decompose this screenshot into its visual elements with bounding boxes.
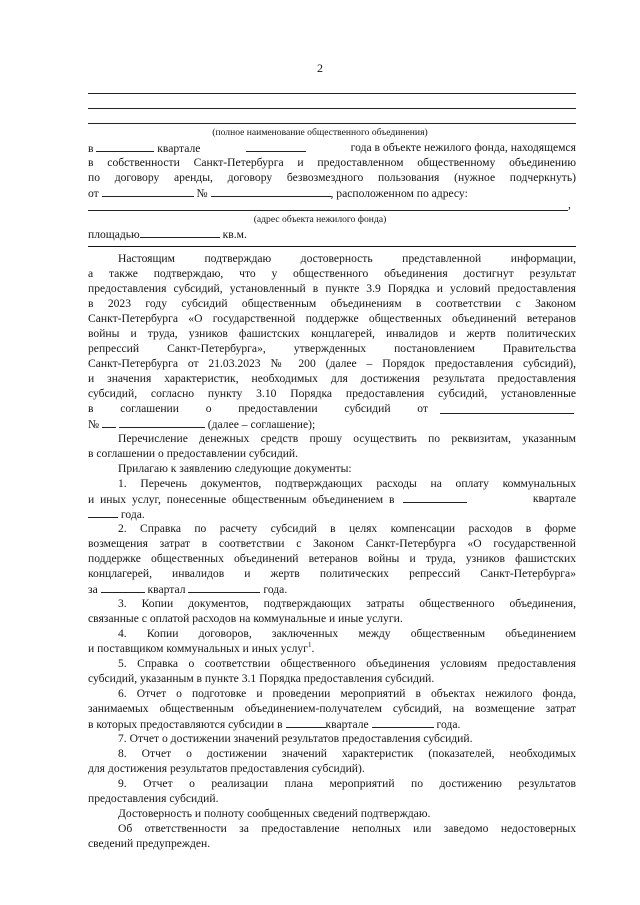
item6-text: в которых предоставляются субсидии в <box>88 718 283 731</box>
p1-line: предоставления субсидий, установленный в пункте 3.9 Порядка и условий предоставления <box>88 282 576 295</box>
item1-quarter-label: квартале <box>532 492 576 505</box>
page-number: 2 <box>317 61 323 75</box>
p1-line-agreement-number <box>88 417 576 433</box>
org-name-line-2 <box>88 108 576 109</box>
attachment-item-6-end <box>88 717 576 733</box>
attachment-item-7: 7. Отчет о достижении значений результатов предоставления субсидий. <box>118 732 473 745</box>
liability-statement: Об ответственности за предоставление неполных или заведомо недостоверных <box>118 822 576 835</box>
number-label: № <box>196 187 208 200</box>
agreement-number-blank-1 <box>102 417 116 428</box>
org-name-line-1 <box>88 93 576 94</box>
header-line-from <box>88 186 576 202</box>
section-divider <box>88 246 576 247</box>
item1-quarter-blank <box>403 492 467 503</box>
attachment-item-4: 4. Копии договоров, заключенных между общественным объединением <box>118 627 576 640</box>
from-label: от <box>88 187 99 200</box>
attachment-item-1: 1. Перечень документов, подтверждающих расходы на оплату коммунальных <box>118 477 576 490</box>
attachment-item-6-cont: занимаемых общественным объединением-получателем субсидий, на возмещение затрат <box>88 702 576 715</box>
p1-line: Настоящим подтверждаю достоверность представленной информации, <box>118 252 576 265</box>
contract-date-blank <box>102 186 194 197</box>
p1-line: субсидий, согласно пункту 3.10 Порядка предоставления субсидий, установленные <box>88 387 576 400</box>
liability-statement-cont: сведений предупрежден. <box>88 837 211 850</box>
attachment-item-9-cont: предоставления субсидий. <box>88 792 219 805</box>
attachment-item-2-cont: возмещения затрат в соответствии с Законом Санкт-Петербурга «О государственной <box>88 537 576 550</box>
item2-quarter-blank <box>101 582 145 593</box>
attachment-item-1-cont <box>88 492 576 508</box>
attachment-item-3: 3. Копии документов, подтверждающих затраты общественного объединения, <box>118 597 576 610</box>
item6-quarter-blank <box>286 717 326 728</box>
agreement-number-label: № <box>88 418 100 431</box>
p1-line: войны и труда, узников фашистских концлагерей, инвалидов и жертв политических <box>88 327 576 340</box>
item2-for-label: за <box>88 583 98 596</box>
area-line <box>88 227 576 243</box>
agreement-number-blank-2 <box>119 417 205 428</box>
quarter-suffix: года в объекте нежилого фонда, находящемся <box>350 141 576 154</box>
address-caption: (адрес объекта нежилого фонда) <box>253 214 387 225</box>
attachment-item-2: 2. Справка по расчету субсидий в целях компенсации расходов в форме <box>118 522 576 535</box>
p1-line: а также подтверждаю, что у общественного объединения достигнут результат <box>88 267 576 280</box>
item4-text: и поставщиком коммунальных и иных услуг <box>88 642 308 655</box>
attachment-item-5: 5. Справка о соответствии общественного объединения условиям предоставления <box>118 657 576 670</box>
item6-quarter-label: квартале <box>325 718 369 731</box>
p1-line: репрессий Санкт-Петербурга», утвержденных постановлением Правительства <box>88 342 576 355</box>
area-unit: кв.м. <box>222 228 247 241</box>
area-blank <box>140 227 220 238</box>
quarter-blank <box>96 141 154 152</box>
item1-text: и иных услуг, понесенные общественным объединением в <box>88 493 395 506</box>
item1-year-blank <box>88 507 118 518</box>
p1-line: Санкт-Петербурга от 21.03.2023 № 200 (далее – Порядок предоставления субсидий), <box>88 357 576 370</box>
item2-year-label: года. <box>263 583 288 596</box>
confirmation-statement: Достоверность и полноту сообщенных сведений подтверждаю. <box>118 807 431 820</box>
attachment-item-5-cont: субсидий, указанным в пункте 3.1 Порядка предоставления субсидий. <box>88 672 435 685</box>
item6-year-label: года. <box>436 718 461 731</box>
agreement-date-blank <box>440 413 574 414</box>
attachment-item-8: 8. Отчет о достижении значений характеристик (показателей, необходимых <box>118 747 576 760</box>
quarter-prefix: в <box>88 142 94 155</box>
address-line <box>88 210 568 211</box>
item2-year-blank <box>188 582 260 593</box>
attachment-item-2-cont: концлагерей, инвалидов и жертв политических репрессий Санкт-Петербурга» <box>88 567 576 580</box>
quarter-label: квартале <box>157 142 201 155</box>
p1-line: в соглашении о предоставлении субсидий от <box>88 402 428 415</box>
item6-year-blank <box>372 717 434 728</box>
attachment-item-6: 6. Отчет о подготовке и проведении мероприятий в объектах нежилого фонда, <box>118 687 576 700</box>
attachment-item-9: 9. Отчет о реализации плана мероприятий по достижению результатов <box>118 777 576 790</box>
year-blank <box>246 141 306 152</box>
p1-line: в 2023 году субсидий общественным объединениям в соответствии с Законом <box>88 297 576 310</box>
item1-year-label: года. <box>120 508 145 521</box>
attachment-item-4-cont <box>88 642 576 657</box>
header-line-contract: по договору аренды, договору безвозмездного пользования (нужное подчеркнуть) <box>88 171 576 184</box>
item4-end: . <box>311 642 315 655</box>
attachment-item-8-cont: для достижения результатов предоставления субсидий). <box>88 762 365 775</box>
item2-quarter-label: квартал <box>147 583 186 596</box>
agreement-note: (далее – соглашение); <box>207 418 316 431</box>
address-line-comma: , <box>568 198 571 211</box>
contract-number-blank <box>211 186 331 197</box>
p1-line: и значения характеристик, необходимых для достижения результата предоставления <box>88 372 576 385</box>
attachments-intro: Прилагаю к заявлению следующие документы: <box>118 462 352 475</box>
area-label: площадью <box>88 228 140 241</box>
org-name-caption: (полное наименование общественного объединения) <box>212 127 428 138</box>
attachment-item-2-cont: поддержке общественных объединений ветеранов войны и труда, узников фашистских <box>88 552 576 565</box>
payment-paragraph-cont: в соглашении о предоставлении субсидий. <box>88 447 299 460</box>
header-line-ownership: в собственности Санкт-Петербурга и предоставленном общественному объединению <box>88 156 576 169</box>
header-line-quarter <box>88 141 576 157</box>
payment-paragraph: Перечисление денежных средств прошу осуществить по реквизитам, указанным <box>118 432 576 445</box>
org-name-line-3 <box>88 123 576 124</box>
attachment-item-3-cont: связанные с оплатой расходов на коммунальные и иные услуги. <box>88 612 403 625</box>
attachment-item-2-end <box>88 582 576 598</box>
address-label: , расположенном по адресу: <box>330 187 468 200</box>
footnote-mark: 1 <box>307 641 312 650</box>
p1-line: Санкт-Петербурга «О государственной поддержке общественных объединений ветеранов <box>88 312 576 325</box>
attachment-item-1-end <box>88 507 576 523</box>
